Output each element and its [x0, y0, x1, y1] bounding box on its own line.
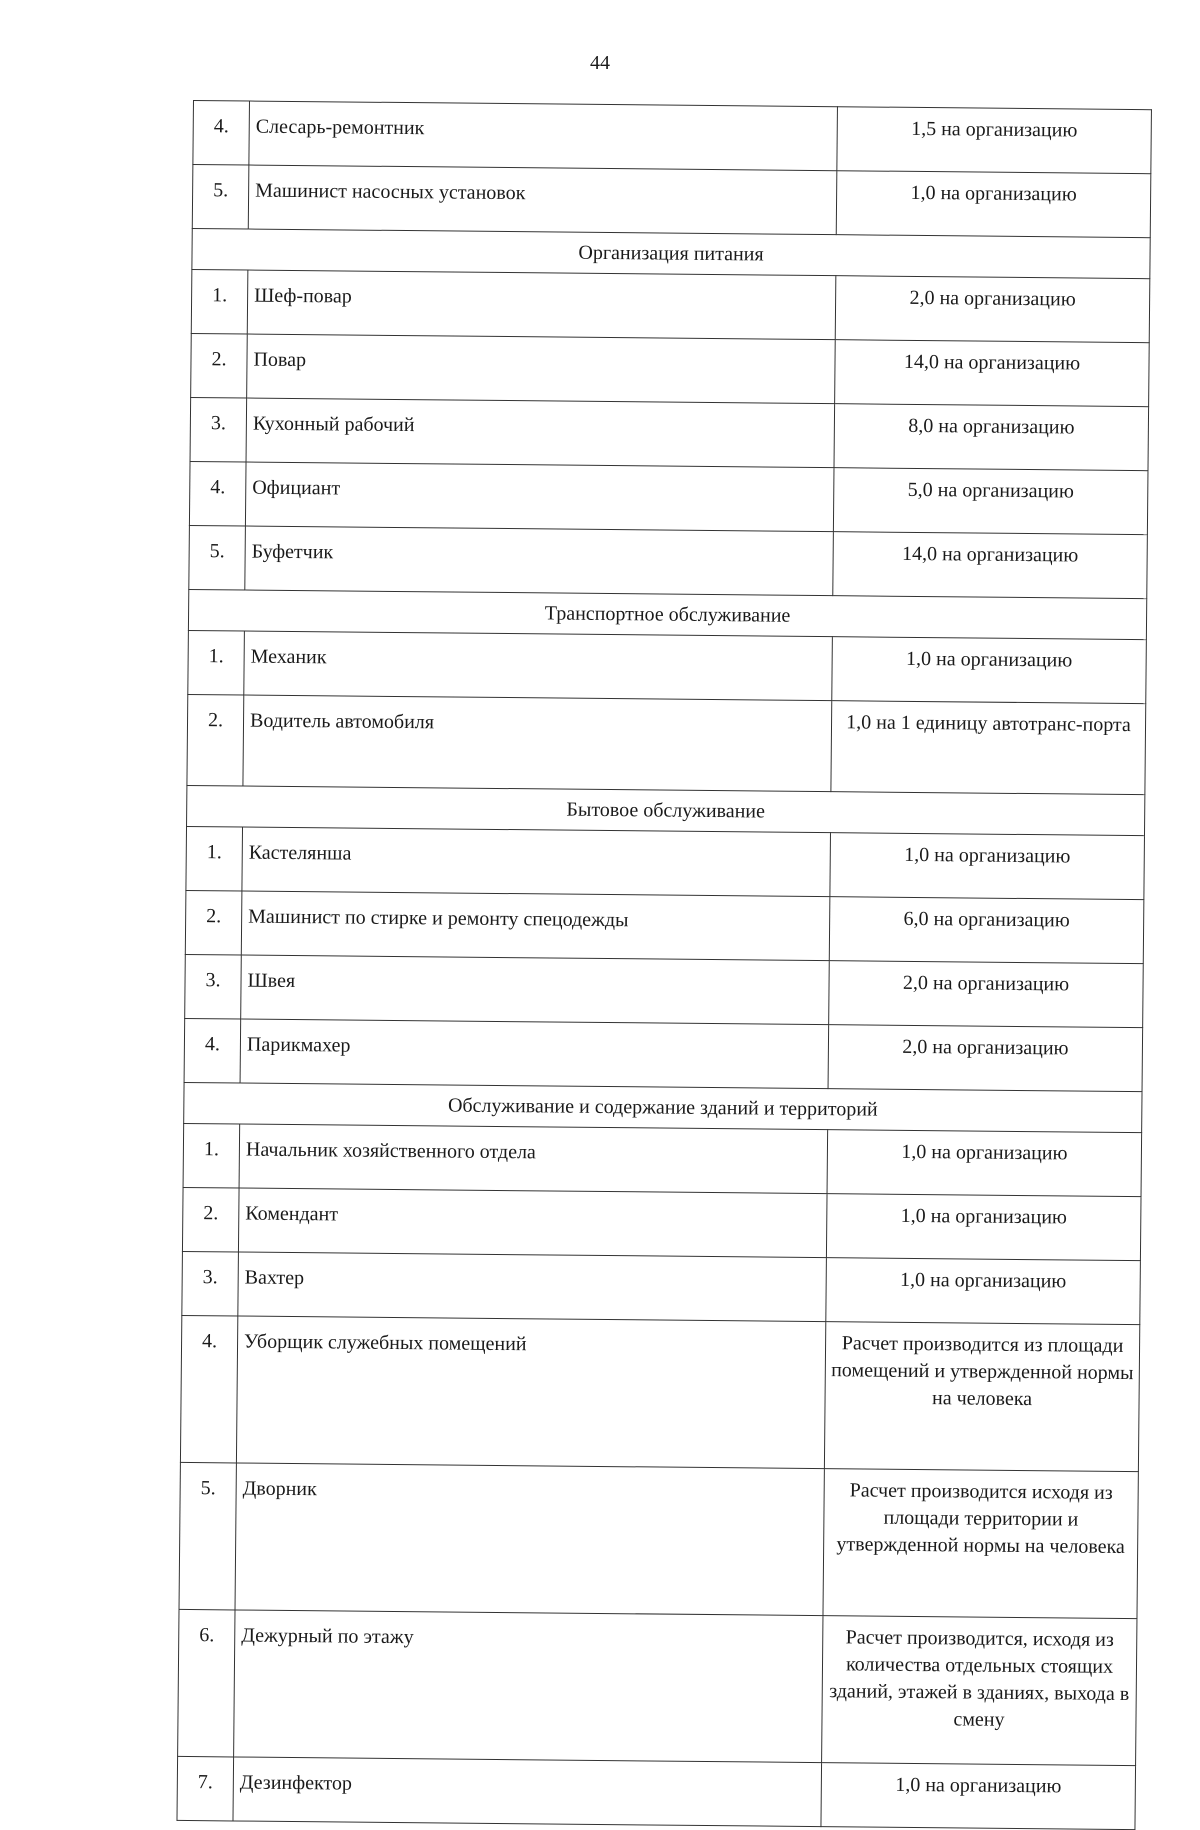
table-row	[178, 1609, 1137, 1765]
position-name: Машинист по стирке и ремонту спецодежды	[241, 891, 830, 961]
position-name: Дезинфектор	[233, 1757, 822, 1827]
table-row	[183, 1123, 1142, 1196]
staffing-norm: 8,0 на организацию	[834, 404, 1149, 471]
section-title: Бытовое обслуживание	[187, 785, 1145, 835]
position-name: Вахтер	[238, 1252, 827, 1322]
position-name: Механик	[244, 631, 833, 701]
staffing-norm: Расчет производится исходя из площади территории и утвержденной нормы на человека	[823, 1469, 1138, 1619]
staffing-norms-table-wrapper	[176, 100, 1152, 1830]
position-name: Буфетчик	[245, 526, 834, 596]
staffing-norm: Расчет производится, исходя из количества отдельных стоящих зданий, этажей в зданиях, выхода в смену	[822, 1616, 1137, 1766]
position-name: Шеф-повар	[247, 270, 836, 340]
position-name: Швея	[241, 955, 830, 1025]
row-number: 5.	[189, 525, 246, 590]
position-name: Повар	[247, 334, 836, 404]
page-number: 44	[590, 52, 610, 74]
position-name: Дворник	[235, 1463, 824, 1616]
table-row	[189, 525, 1148, 598]
staffing-norm: 14,0 на организацию	[833, 532, 1148, 599]
row-number: 6.	[178, 1609, 235, 1757]
row-number: 4.	[184, 1018, 241, 1083]
row-number: 2.	[187, 694, 244, 786]
table-row	[188, 630, 1147, 703]
section-title: Обслуживание и содержание зданий и территорий	[184, 1082, 1142, 1132]
staffing-norm: 1,5 на организацию	[837, 107, 1152, 174]
table-row	[193, 101, 1152, 174]
staffing-norm: 1,0 на организацию	[821, 1763, 1136, 1830]
staffing-norm: 1,0 на организацию	[836, 171, 1151, 238]
staffing-norm: 1,0 на организацию	[826, 1194, 1141, 1261]
row-number: 4.	[180, 1315, 237, 1463]
row-number: 1.	[188, 630, 245, 695]
table-row	[177, 1756, 1136, 1829]
staffing-norm: 5,0 на организацию	[833, 468, 1148, 535]
position-name: Официант	[245, 462, 834, 532]
table-row	[192, 165, 1151, 238]
table-row	[189, 461, 1148, 534]
staffing-norm: 6,0 на организацию	[829, 897, 1144, 964]
row-number: 1.	[183, 1123, 240, 1188]
position-name: Уборщик служебных помещений	[236, 1316, 825, 1469]
staffing-norm: Расчет производится из площади помещений и утвержденной нормы на человека	[824, 1322, 1139, 1472]
section-title: Организация питания	[192, 228, 1150, 278]
staffing-norm: 1,0 на организацию	[830, 833, 1145, 900]
staffing-norm: 1,0 на организацию	[827, 1130, 1142, 1197]
section-title: Транспортное обслуживание	[188, 589, 1146, 639]
staffing-norm: 2,0 на организацию	[828, 1025, 1143, 1092]
row-number: 3.	[190, 397, 247, 462]
row-number: 2.	[185, 890, 242, 955]
table-row	[191, 333, 1150, 406]
row-number: 4.	[189, 461, 246, 526]
staffing-norm: 1,0 на организацию	[826, 1258, 1141, 1325]
staffing-norm: 2,0 на организацию	[829, 961, 1144, 1028]
row-number: 2.	[191, 333, 248, 398]
position-name: Комендант	[238, 1188, 827, 1258]
row-number: 1.	[186, 826, 243, 891]
table-row	[186, 826, 1145, 899]
staffing-norm: 1,0 на организацию	[832, 637, 1147, 704]
table-row	[185, 954, 1144, 1027]
table-row	[191, 269, 1150, 342]
position-name: Начальник хозяйственного отдела	[239, 1124, 828, 1194]
position-name: Машинист насосных установок	[248, 165, 837, 235]
row-number: 2.	[182, 1187, 239, 1252]
position-name: Кухонный рабочий	[246, 398, 835, 468]
table-row	[180, 1315, 1139, 1471]
row-number: 5.	[179, 1462, 236, 1610]
table-row	[184, 1018, 1143, 1091]
position-name: Парикмахер	[240, 1019, 829, 1089]
position-name: Кастелянша	[242, 827, 831, 897]
row-number: 1.	[191, 269, 248, 334]
row-number: 4.	[193, 101, 250, 166]
row-number: 7.	[177, 1756, 234, 1821]
table-row	[182, 1187, 1141, 1260]
row-number: 3.	[182, 1251, 239, 1316]
row-number: 5.	[192, 165, 249, 230]
table-row	[185, 890, 1144, 963]
table-row	[187, 694, 1146, 794]
staffing-norm: 1,0 на 1 единицу автотранс-порта	[831, 701, 1146, 795]
staffing-norms-table	[176, 100, 1151, 1830]
table-row	[179, 1462, 1138, 1618]
staffing-norm: 2,0 на организацию	[835, 276, 1150, 343]
position-name: Слесарь-ремонтник	[249, 101, 838, 171]
position-name: Водитель автомобиля	[243, 695, 832, 792]
position-name: Дежурный по этажу	[234, 1610, 823, 1763]
row-number: 3.	[185, 954, 242, 1019]
staffing-norm: 14,0 на организацию	[835, 340, 1150, 407]
table-row	[182, 1251, 1141, 1324]
table-row	[190, 397, 1149, 470]
